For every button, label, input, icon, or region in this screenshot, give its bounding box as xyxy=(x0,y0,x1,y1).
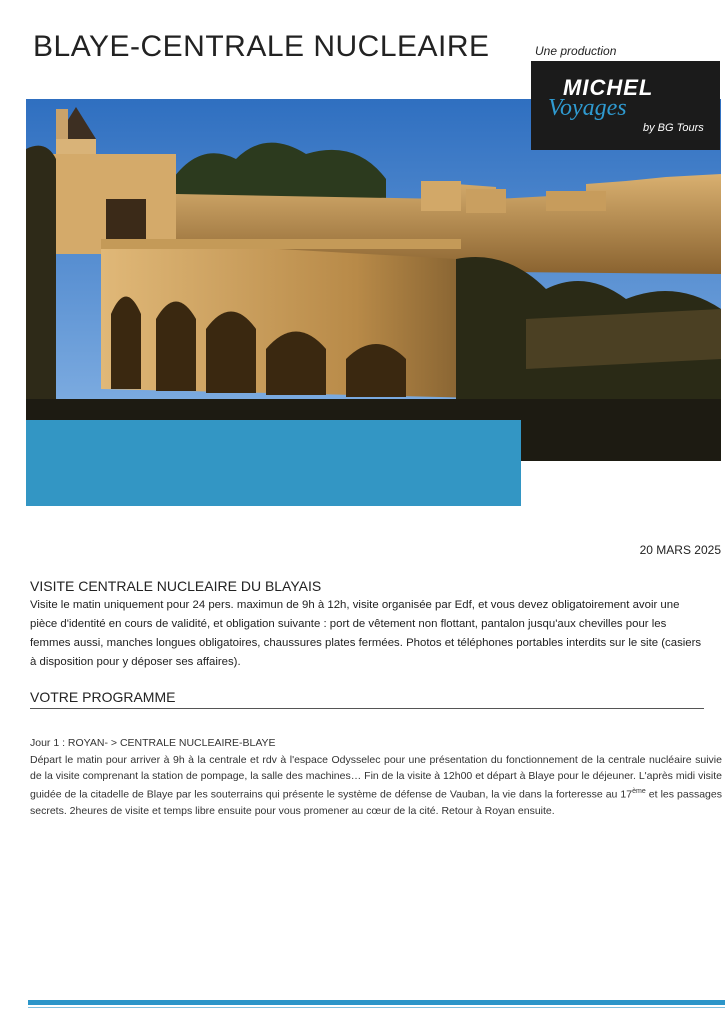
day-1-description xyxy=(30,752,722,819)
programme-title: VOTRE PROGRAMME xyxy=(30,689,176,705)
footer-bar xyxy=(28,1000,725,1005)
footer-line xyxy=(28,1007,725,1008)
visit-description: Visite le matin uniquement pour 24 pers. maximun de 9h à 12h, visite organisée par Edf, et vous devez obligatoirement avoir une pièce d'identité en cours de validité, et obligation suivante : port de vêtement non flottant, pantalon jusqu'aux chevilles pour les femmes aussi, manches longues obligatoires, chaussures plates fermées. Photos et téléphones portables interdits sur le site (casiers à disposition pour y déposer ses affaires). xyxy=(30,599,702,668)
page-title: BLAYE-CENTRALE NUCLEAIRE xyxy=(33,30,490,63)
day-1-text-part2: et les passages secrets. 2heures de visite et temps libre ensuite pour vous promener au cœur de la cité. Retour à Royan ensuite. xyxy=(30,788,722,817)
citadel-photo xyxy=(26,99,721,461)
programme-divider xyxy=(30,708,704,709)
michel-voyages-logo xyxy=(531,61,720,150)
visit-title: VISITE CENTRALE NUCLEAIRE DU BLAYAIS xyxy=(30,578,322,594)
day-1-text-superscript: ème xyxy=(632,788,646,795)
document-date: 20 MARS 2025 xyxy=(639,543,721,557)
day-1-title: Jour 1 : ROYAN- > CENTRALE NUCLEAIRE-BLAYE xyxy=(30,737,276,749)
logo-line-3: by BG Tours xyxy=(643,122,704,134)
logo-line-1: MICHEL xyxy=(563,75,654,100)
decorative-blue-band xyxy=(26,420,521,506)
logo-line-2: Voyages xyxy=(548,95,627,121)
day-1-text-part1: Départ le matin pour arriver à 9h à la centrale et rdv à l'espace Odysselec pour une présentation du fonctionnement de la centrale nucléaire suivie de la visite comprenant la station de pompage, la salle des machines… Fin de la visite à 12h00 et départ à Blaye pour le déjeuner. L'après midi visite guidée de la citadelle de Blaye par les souterrains qui présente le système de défense de Vauban, la vie dans la forteresse au 17 xyxy=(30,754,722,801)
production-label: Une production xyxy=(535,44,617,58)
